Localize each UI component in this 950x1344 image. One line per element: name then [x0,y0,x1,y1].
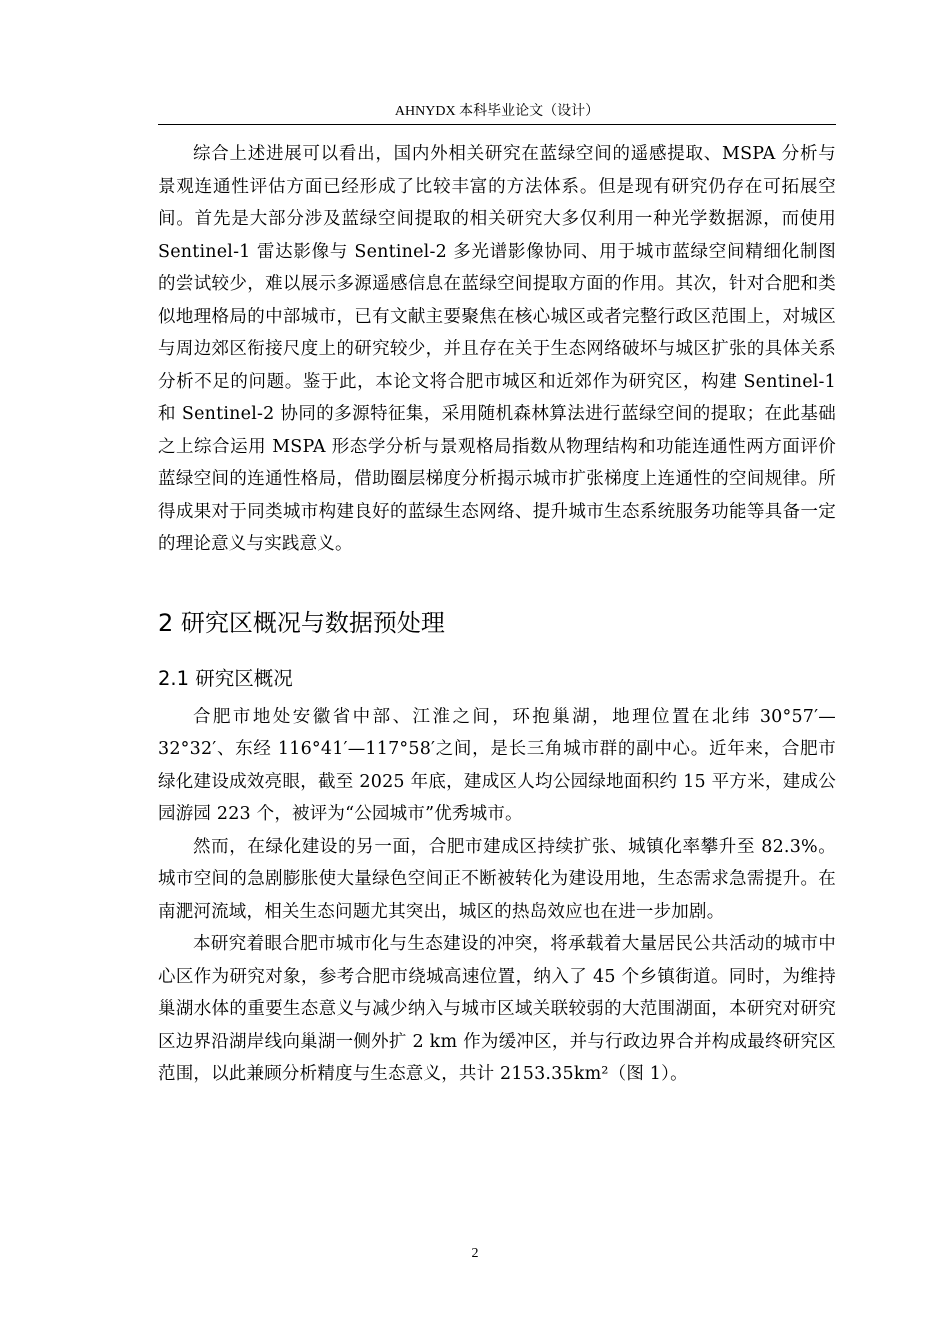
page-body [158,138,836,1091]
section-paragraph-2: 然而，在绿化建设的另一面，合肥市建成区持续扩张、城镇化率攀升至 82.3%。城市空间的急剧膨胀使大量绿色空间正不断被转化为建设用地，生态需求急需提升。在南淝河流域，相关生态问题尤其突出，城区的热岛效应也在进一步加剧。 [158,836,836,922]
chapter-heading: 2 研究区概况与数据预处理 [158,608,445,637]
section-heading: 2.1 研究区概况 [158,666,293,690]
header-rule [158,124,836,125]
intro-paragraph: 综合上述进展可以看出，国内外相关研究在蓝绿空间的遥感提取、MSPA 分析与景观连通性评估方面已经形成了比较丰富的方法体系。但是现有研究仍存在可拓展空间。首先是大部分涉及蓝绿空间提取的相关研究大多仅利用一种光学数据源，而使用 Sentinel-1 雷达影像与 Sentinel-2 多光谱影像协同、用于城市蓝绿空间精细化制图的尝试较少，难以展示多源遥感信息在蓝绿空间提取方面的作用。其次，针对合肥和类似地理格局的中部城市，已有文献主要聚焦在核心城区或者完整行政区范围上，对城区与周边郊区衔接尺度上的研究较少，并且存在关于生态网络破坏与城区扩张的具体关系分析不足的问题。鉴于此，本论文将合肥市城区和近郊作为研究区，构建 Sentinel-1 和 Sentinel-2 协同的多源特征集，采用随机森林算法进行蓝绿空间的提取；在此基础之上综合运用 MSPA 形态学分析与景观格局指数从物理结构和功能连通性两方面评价蓝绿空间的连通性格局，借助圈层梯度分析揭示城市扩张梯度上连通性的空间规律。所得成果对于同类城市构建良好的蓝绿生态网络、提升城市生态系统服务功能等具备一定的理论意义与实践意义。 [158,144,836,554]
section-paragraph-1: 合肥市地处安徽省中部、江淮之间，环抱巢湖，地理位置在北纬 30°57′—32°32′、东经 116°41′—117°58′之间，是长三角城市群的副中心。近年来，合肥市绿化建设成效亮眼，截至 2025 年底，建成区人均公园绿地面积约 15 平方米，建成公园游园 223 个，被评为“公园城市”优秀城市。 [158,706,836,824]
page-number: 2 [471,1246,479,1261]
running-header: AHNYDX 本科毕业论文（设计） [394,104,600,119]
section-paragraph-3: 本研究着眼合肥市城市化与生态建设的冲突，将承载着大量居民公共活动的城市中心区作为研究对象，参考合肥市绕城高速位置，纳入了 45 个乡镇街道。同时，为维持巢湖水体的重要生态意义与减少纳入与城市区域关联较弱的大范围湖面，本研究对研究区边界沿湖岸线向巢湖一侧外扩 2 km 作为缓冲区，并与行政边界合并构成最终研究区范围，以此兼顾分析精度与生态意义，共计 2153.35km²（图 1）。 [158,934,836,1084]
